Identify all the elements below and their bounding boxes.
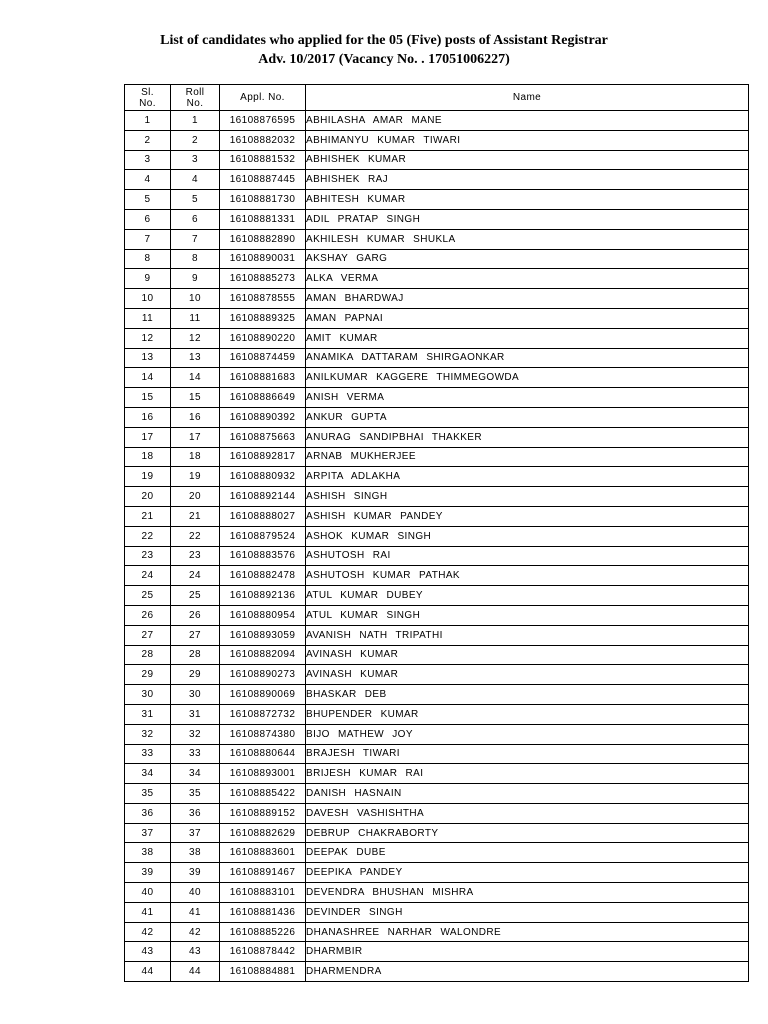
header-sl-no <box>125 85 171 111</box>
table-row <box>125 586 749 606</box>
cell-name: ANISH VERMA <box>306 388 749 408</box>
cell-name: DEVINDER SINGH <box>306 902 749 922</box>
cell-roll-no: 42 <box>171 922 220 942</box>
cell-roll-no: 40 <box>171 883 220 903</box>
table-row <box>125 645 749 665</box>
table-row <box>125 962 749 982</box>
cell-appl-no: 16108889325 <box>220 308 306 328</box>
table-row <box>125 130 749 150</box>
cell-sl-no: 39 <box>125 863 171 883</box>
cell-roll-no: 20 <box>171 487 220 507</box>
cell-sl-no: 30 <box>125 685 171 705</box>
table-row <box>125 467 749 487</box>
cell-appl-no: 16108892144 <box>220 487 306 507</box>
cell-name: DEBRUP CHAKRABORTY <box>306 823 749 843</box>
cell-roll-no: 15 <box>171 388 220 408</box>
table-row <box>125 883 749 903</box>
cell-name: BRIJESH KUMAR RAI <box>306 764 749 784</box>
table-row <box>125 744 749 764</box>
cell-name: BIJO MATHEW JOY <box>306 724 749 744</box>
cell-roll-no: 11 <box>171 308 220 328</box>
cell-sl-no: 18 <box>125 447 171 467</box>
table-row <box>125 685 749 705</box>
cell-sl-no: 2 <box>125 130 171 150</box>
cell-appl-no: 16108890273 <box>220 665 306 685</box>
cell-roll-no: 21 <box>171 506 220 526</box>
cell-name: ASHISH SINGH <box>306 487 749 507</box>
cell-roll-no: 26 <box>171 605 220 625</box>
table-row <box>125 506 749 526</box>
cell-sl-no: 41 <box>125 902 171 922</box>
cell-appl-no: 16108890392 <box>220 407 306 427</box>
cell-roll-no: 30 <box>171 685 220 705</box>
header-sl-no-label: Sl. No. <box>139 86 156 109</box>
cell-roll-no: 8 <box>171 249 220 269</box>
cell-name: AKHILESH KUMAR SHUKLA <box>306 229 749 249</box>
cell-appl-no: 16108883601 <box>220 843 306 863</box>
cell-name: ABHIMANYU KUMAR TIWARI <box>306 130 749 150</box>
table-row <box>125 328 749 348</box>
table-row <box>125 764 749 784</box>
cell-sl-no: 42 <box>125 922 171 942</box>
cell-sl-no: 19 <box>125 467 171 487</box>
cell-name: ASHUTOSH RAI <box>306 546 749 566</box>
cell-roll-no: 18 <box>171 447 220 467</box>
table-row <box>125 566 749 586</box>
cell-roll-no: 7 <box>171 229 220 249</box>
cell-name: BHUPENDER KUMAR <box>306 704 749 724</box>
cell-appl-no: 16108885422 <box>220 784 306 804</box>
cell-name: DHARMENDRA <box>306 962 749 982</box>
table-row <box>125 487 749 507</box>
cell-appl-no: 16108878442 <box>220 942 306 962</box>
cell-roll-no: 10 <box>171 289 220 309</box>
cell-name: ANKUR GUPTA <box>306 407 749 427</box>
cell-sl-no: 24 <box>125 566 171 586</box>
header-roll-no <box>171 85 220 111</box>
cell-roll-no: 3 <box>171 150 220 170</box>
cell-appl-no: 16108893001 <box>220 764 306 784</box>
cell-sl-no: 23 <box>125 546 171 566</box>
cell-sl-no: 10 <box>125 289 171 309</box>
table-row <box>125 863 749 883</box>
cell-roll-no: 23 <box>171 546 220 566</box>
cell-name: AMIT KUMAR <box>306 328 749 348</box>
table-row <box>125 269 749 289</box>
cell-appl-no: 16108882032 <box>220 130 306 150</box>
table-row <box>125 605 749 625</box>
cell-name: ARPITA ADLAKHA <box>306 467 749 487</box>
cell-sl-no: 44 <box>125 962 171 982</box>
cell-sl-no: 16 <box>125 407 171 427</box>
cell-appl-no: 16108883576 <box>220 546 306 566</box>
cell-appl-no: 16108872732 <box>220 704 306 724</box>
table-row <box>125 111 749 131</box>
table-row <box>125 704 749 724</box>
cell-name: ANILKUMAR KAGGERE THIMMEGOWDA <box>306 368 749 388</box>
cell-sl-no: 26 <box>125 605 171 625</box>
cell-sl-no: 9 <box>125 269 171 289</box>
cell-sl-no: 8 <box>125 249 171 269</box>
cell-sl-no: 25 <box>125 586 171 606</box>
header-roll-no-label: Roll No. <box>185 86 205 109</box>
cell-roll-no: 9 <box>171 269 220 289</box>
cell-sl-no: 28 <box>125 645 171 665</box>
cell-name: AKSHAY GARG <box>306 249 749 269</box>
cell-appl-no: 16108881683 <box>220 368 306 388</box>
table-row <box>125 724 749 744</box>
cell-appl-no: 16108883101 <box>220 883 306 903</box>
cell-name: ABHILASHA AMAR MANE <box>306 111 749 131</box>
cell-sl-no: 36 <box>125 803 171 823</box>
cell-roll-no: 35 <box>171 784 220 804</box>
cell-sl-no: 33 <box>125 744 171 764</box>
table-row <box>125 170 749 190</box>
advertisement-subtitle: Adv. 10/2017 (Vacancy No. . 17051006227) <box>258 52 510 67</box>
cell-sl-no: 22 <box>125 526 171 546</box>
cell-name: DEVENDRA BHUSHAN MISHRA <box>306 883 749 903</box>
cell-roll-no: 16 <box>171 407 220 427</box>
cell-name: AVINASH KUMAR <box>306 665 749 685</box>
cell-name: ATUL KUMAR SINGH <box>306 605 749 625</box>
cell-sl-no: 27 <box>125 625 171 645</box>
cell-appl-no: 16108884881 <box>220 962 306 982</box>
table-row <box>125 150 749 170</box>
cell-roll-no: 27 <box>171 625 220 645</box>
cell-appl-no: 16108887445 <box>220 170 306 190</box>
cell-roll-no: 43 <box>171 942 220 962</box>
cell-appl-no: 16108882890 <box>220 229 306 249</box>
table-row <box>125 289 749 309</box>
cell-roll-no: 33 <box>171 744 220 764</box>
cell-roll-no: 5 <box>171 190 220 210</box>
cell-name: AMAN PAPNAI <box>306 308 749 328</box>
cell-appl-no: 16108890220 <box>220 328 306 348</box>
cell-roll-no: 29 <box>171 665 220 685</box>
cell-name: ASHUTOSH KUMAR PATHAK <box>306 566 749 586</box>
cell-roll-no: 25 <box>171 586 220 606</box>
cell-appl-no: 16108889152 <box>220 803 306 823</box>
cell-sl-no: 35 <box>125 784 171 804</box>
table-row <box>125 665 749 685</box>
cell-appl-no: 16108892817 <box>220 447 306 467</box>
cell-roll-no: 39 <box>171 863 220 883</box>
cell-roll-no: 31 <box>171 704 220 724</box>
cell-name: AMAN BHARDWAJ <box>306 289 749 309</box>
table-row <box>125 229 749 249</box>
cell-roll-no: 14 <box>171 368 220 388</box>
cell-roll-no: 24 <box>171 566 220 586</box>
cell-roll-no: 28 <box>171 645 220 665</box>
cell-name: ABHISHEK RAJ <box>306 170 749 190</box>
cell-roll-no: 19 <box>171 467 220 487</box>
cell-sl-no: 11 <box>125 308 171 328</box>
cell-sl-no: 12 <box>125 328 171 348</box>
table-row <box>125 902 749 922</box>
table-row <box>125 447 749 467</box>
cell-name: DANISH HASNAIN <box>306 784 749 804</box>
cell-name: BRAJESH TIWARI <box>306 744 749 764</box>
cell-appl-no: 16108878555 <box>220 289 306 309</box>
cell-appl-no: 16108874459 <box>220 348 306 368</box>
cell-sl-no: 1 <box>125 111 171 131</box>
cell-sl-no: 14 <box>125 368 171 388</box>
header-name: Name <box>306 85 749 111</box>
cell-appl-no: 16108881532 <box>220 150 306 170</box>
cell-sl-no: 13 <box>125 348 171 368</box>
cell-sl-no: 32 <box>125 724 171 744</box>
cell-sl-no: 37 <box>125 823 171 843</box>
cell-roll-no: 32 <box>171 724 220 744</box>
table-row <box>125 249 749 269</box>
cell-appl-no: 16108880954 <box>220 605 306 625</box>
table-row <box>125 922 749 942</box>
cell-appl-no: 16108891467 <box>220 863 306 883</box>
cell-roll-no: 38 <box>171 843 220 863</box>
cell-name: AVANISH NATH TRIPATHI <box>306 625 749 645</box>
table-row <box>125 427 749 447</box>
cell-name: DEEPAK DUBE <box>306 843 749 863</box>
candidates-table <box>124 84 749 982</box>
cell-roll-no: 37 <box>171 823 220 843</box>
cell-roll-no: 12 <box>171 328 220 348</box>
cell-sl-no: 15 <box>125 388 171 408</box>
cell-roll-no: 34 <box>171 764 220 784</box>
cell-appl-no: 16108874380 <box>220 724 306 744</box>
cell-appl-no: 16108893059 <box>220 625 306 645</box>
cell-appl-no: 16108890031 <box>220 249 306 269</box>
cell-appl-no: 16108876595 <box>220 111 306 131</box>
cell-sl-no: 3 <box>125 150 171 170</box>
cell-name: AVINASH KUMAR <box>306 645 749 665</box>
cell-name: DHARMBIR <box>306 942 749 962</box>
table-row <box>125 625 749 645</box>
cell-appl-no: 16108880932 <box>220 467 306 487</box>
cell-appl-no: 16108882094 <box>220 645 306 665</box>
cell-roll-no: 41 <box>171 902 220 922</box>
cell-appl-no: 16108888027 <box>220 506 306 526</box>
cell-name: ASHOK KUMAR SINGH <box>306 526 749 546</box>
cell-name: ADIL PRATAP SINGH <box>306 209 749 229</box>
table-row <box>125 308 749 328</box>
cell-roll-no: 6 <box>171 209 220 229</box>
table-row <box>125 942 749 962</box>
cell-name: BHASKAR DEB <box>306 685 749 705</box>
cell-name: DAVESH VASHISHTHA <box>306 803 749 823</box>
cell-appl-no: 16108886649 <box>220 388 306 408</box>
cell-roll-no: 36 <box>171 803 220 823</box>
cell-name: ATUL KUMAR DUBEY <box>306 586 749 606</box>
cell-roll-no: 2 <box>171 130 220 150</box>
cell-sl-no: 4 <box>125 170 171 190</box>
cell-sl-no: 5 <box>125 190 171 210</box>
cell-sl-no: 7 <box>125 229 171 249</box>
cell-sl-no: 31 <box>125 704 171 724</box>
cell-sl-no: 6 <box>125 209 171 229</box>
cell-sl-no: 34 <box>125 764 171 784</box>
table-row <box>125 368 749 388</box>
cell-appl-no: 16108881730 <box>220 190 306 210</box>
cell-name: ALKA VERMA <box>306 269 749 289</box>
cell-appl-no: 16108885226 <box>220 922 306 942</box>
cell-sl-no: 40 <box>125 883 171 903</box>
document-title: List of candidates who applied for the 05 (Five) posts of Assistant Registrar <box>160 33 608 48</box>
cell-roll-no: 1 <box>171 111 220 131</box>
table-row <box>125 407 749 427</box>
table-row <box>125 209 749 229</box>
cell-name: ASHISH KUMAR PANDEY <box>306 506 749 526</box>
cell-sl-no: 29 <box>125 665 171 685</box>
cell-sl-no: 17 <box>125 427 171 447</box>
cell-appl-no: 16108879524 <box>220 526 306 546</box>
cell-sl-no: 21 <box>125 506 171 526</box>
table-row <box>125 803 749 823</box>
cell-appl-no: 16108880644 <box>220 744 306 764</box>
cell-roll-no: 4 <box>171 170 220 190</box>
cell-roll-no: 44 <box>171 962 220 982</box>
cell-appl-no: 16108875663 <box>220 427 306 447</box>
cell-name: DHANASHREE NARHAR WALONDRE <box>306 922 749 942</box>
cell-appl-no: 16108881436 <box>220 902 306 922</box>
table-header-row <box>125 85 749 111</box>
cell-appl-no: 16108892136 <box>220 586 306 606</box>
table-row <box>125 190 749 210</box>
cell-name: ABHITESH KUMAR <box>306 190 749 210</box>
cell-appl-no: 16108881331 <box>220 209 306 229</box>
table-row <box>125 784 749 804</box>
cell-roll-no: 13 <box>171 348 220 368</box>
cell-name: ABHISHEK KUMAR <box>306 150 749 170</box>
cell-name: ANURAG SANDIPBHAI THAKKER <box>306 427 749 447</box>
table-row <box>125 823 749 843</box>
cell-roll-no: 17 <box>171 427 220 447</box>
header-appl-no: Appl. No. <box>220 85 306 111</box>
cell-appl-no: 16108890069 <box>220 685 306 705</box>
cell-name: ARNAB MUKHERJEE <box>306 447 749 467</box>
cell-name: DEEPIKA PANDEY <box>306 863 749 883</box>
cell-appl-no: 16108882478 <box>220 566 306 586</box>
cell-appl-no: 16108885273 <box>220 269 306 289</box>
table-row <box>125 546 749 566</box>
cell-sl-no: 20 <box>125 487 171 507</box>
table-row <box>125 526 749 546</box>
cell-sl-no: 38 <box>125 843 171 863</box>
cell-appl-no: 16108882629 <box>220 823 306 843</box>
table-row <box>125 843 749 863</box>
table-body <box>125 111 749 982</box>
table-row <box>125 388 749 408</box>
table-row <box>125 348 749 368</box>
cell-sl-no: 43 <box>125 942 171 962</box>
cell-roll-no: 22 <box>171 526 220 546</box>
cell-name: ANAMIKA DATTARAM SHIRGAONKAR <box>306 348 749 368</box>
